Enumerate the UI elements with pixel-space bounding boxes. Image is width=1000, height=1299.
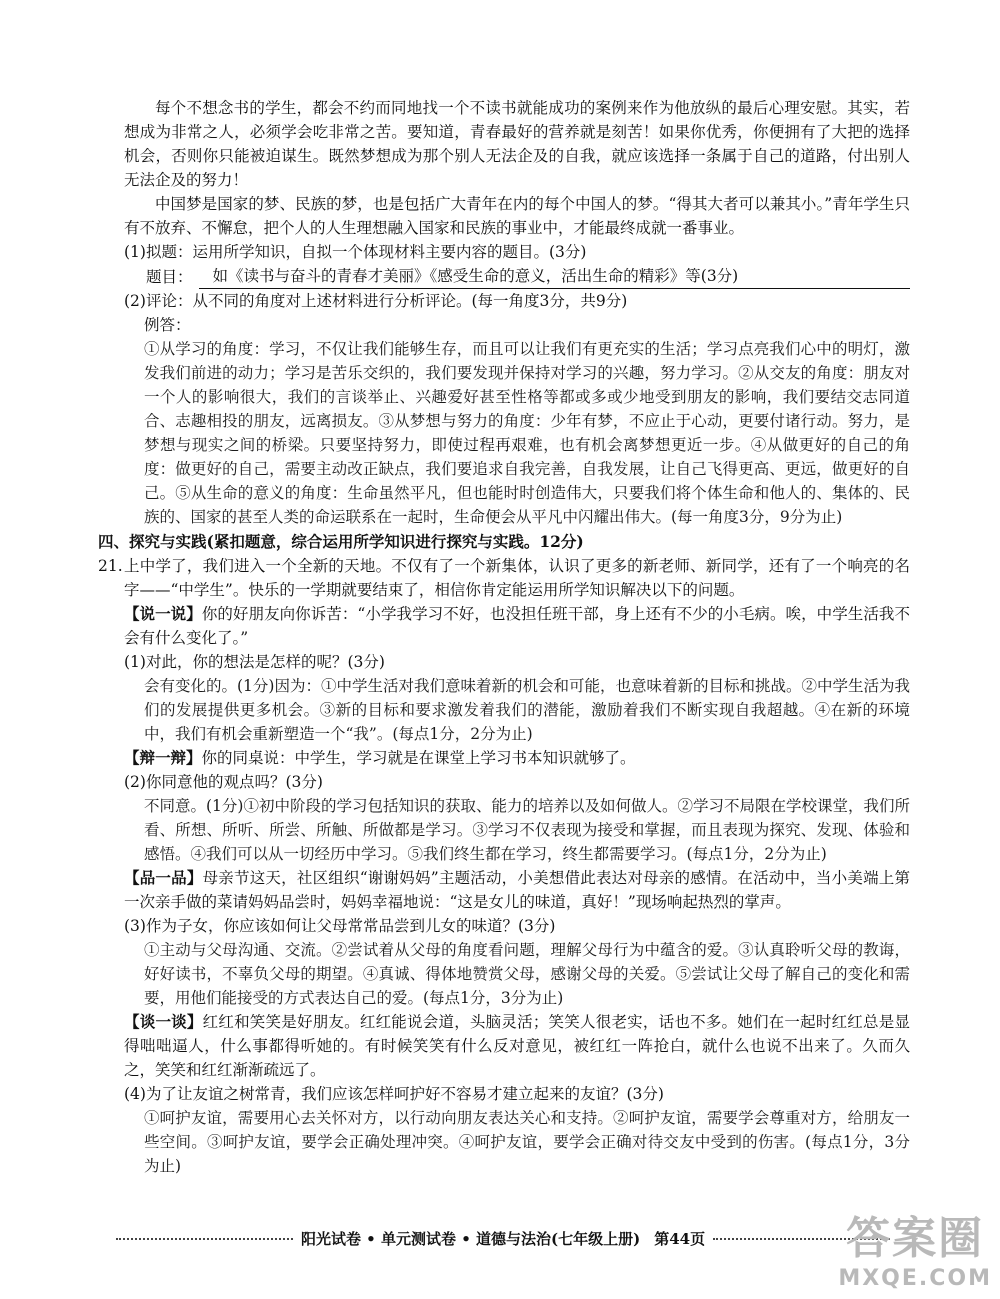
sub-question-2: (2)你同意他的观点吗？(3分) (124, 773, 323, 791)
example-label: 例答： (144, 316, 191, 334)
sub-answer-1: 会有变化的。(1分)因为：①中学生活对我们意味着新的机会和可能，也意味着新的目标和挑战。②中学生活为我们的发展提供更多机会。③新的目标和要求激发着我们的潜能，激励着我们不断实现自我超越。④在新的环境中，我们有机会重新塑造一个“我”。(每点1分，2分为止) (144, 677, 910, 743)
question-2-answer: ①从学习的角度：学习，不仅让我们能够生存，而且可以让我们有更充实的生活；学习点亮我们心中的明灯，激发我们前进的动力；学习是苦乐交织的，我们要发现并保持对学习的兴趣，努力学习。②从交友的角度：朋友对一个人的影响很大，我们的言谈举止、兴趣爱好甚至性格等都或多或少地受到朋友的影响，我们要结交志同道合、志趣相投的朋友，远离损友。③从梦想与努力的角度：少年有梦，不应止于心动，更要付诸行动。努力，是梦想与现实之间的桥梁。只要坚持努力，即使过程再艰难，也有机会离梦想更近一步。④从做更好的自己的角度：做更好的自己，需要主动改正缺点，我们要追求自我完善，自我发展，让自己飞得更高、更远，做更好的自己。⑤从生命的意义的角度：生命虽然平凡，但也能时时创造伟大，只要我们将个体生命和他人的、集体的、民族的、国家的甚至人类的命运联系在一起时，生命便会从平凡中闪耀出伟大。(每一角度3分，9分为止) (144, 340, 910, 526)
sub-question-3: (3)作为子女，你应该如何让父母常常品尝到儿女的味道？(3分) (124, 917, 556, 935)
material-paragraph-2: 中国梦是国家的梦、民族的梦，也是包括广大青年在内的每个中国人的梦。“得其大者可以兼其小。”青年学生只有不放弃、不懈怠，把个人的人生理想融入国家和民族的事业中，才能最终成就一番事业。 (124, 195, 910, 237)
sub-question-4: (4)为了让友谊之树常青，我们应该怎样呵护好不容易才建立起来的友谊？(3分) (124, 1085, 664, 1103)
sub-question-1: (1)对此，你的想法是怎样的呢？(3分) (124, 653, 385, 671)
taste-text: 母亲节这天，社区组织“谢谢妈妈”主题活动，小美想借此表达对母亲的感情。在活动中，当小美端上第一次亲手做的菜请妈妈品尝时，妈妈幸福地说：“这是女儿的味道，真好！”现场响起热烈的掌声。 (124, 869, 910, 911)
question-21-number: 21. (98, 557, 123, 575)
talk-tag: 【谈一谈】 (124, 1012, 203, 1031)
footer-dots-left (116, 1238, 293, 1240)
material-paragraph-1: 每个不想念书的学生，都会不约而同地找一个不读书就能成功的案例来作为他放纵的最后心理安慰。其实，若想成为非常之人，必须学会吃非常之苦。要知道，青春最好的营养就是刻苦！如果你优秀，你便拥有了大把的选择机会，否则你只能被迫谋生。既然梦想成为那个别人无法企及的自我，就应该选择一条属于自己的道路，付出别人无法企及的努力！ (124, 99, 910, 189)
say-tag: 【说一说】 (124, 604, 202, 623)
section-4-title: 四、探究与实践(紧扣题意，综合运用所学知识进行探究与实践。12分) (98, 532, 584, 551)
debate-section (124, 746, 910, 770)
question-1-answer-line (124, 264, 910, 289)
page-footer (108, 1228, 898, 1249)
watermark-text: 答案圈 (846, 1213, 985, 1264)
watermark-url: MXQE.COM (838, 1266, 992, 1291)
page-number: 第44页 (654, 1230, 706, 1248)
debate-tag: 【辩一辩】 (124, 748, 202, 767)
sub-answer-3: ①主动与父母沟通、交流。②尝试着从父母的角度看问题，理解父母行为中蕴含的爱。③认真聆听父母的教诲，好好读书，不辜负父母的期望。④真诚、得体地赞赏父母，感谢父母的关爱。⑤尝试让父母了解自己的变化和需要，用他们能接受的方式表达自己的爱。(每点1分，3分为止) (144, 941, 910, 1007)
taste-section (124, 866, 910, 914)
taste-tag: 【品一品】 (124, 868, 203, 887)
question-21-stem (98, 554, 910, 602)
talk-text: 红红和笑笑是好朋友。红红能说会道，头脑灵活；笑笑人很老实，话也不多。她们在一起时红红总是显得咄咄逼人，什么事都得听她的。有时候笑笑有什么反对意见，被红红一阵抢白，就什么也说不出来了。久而久之，笑笑和红红渐渐疏远了。 (124, 1013, 910, 1079)
talk-section (124, 1010, 910, 1082)
title-answer: 如《读书与奋斗的青春才美丽》《感受生命的意义，活出生命的精彩》等(3分) (199, 264, 910, 289)
debate-text: 你的同桌说：中学生，学习就是在课堂上学习书本知识就够了。 (201, 749, 636, 767)
question-2-prompt: (2)评论：从不同的角度对上述材料进行分析评论。(每一角度3分，共9分) (124, 292, 628, 310)
question-21-text: 上中学了，我们进入一个全新的天地。不仅有了一个新集体，认识了更多的新老师、新同学，还有了一个响亮的名字——“中学生”。快乐的一学期就要结束了，相信你肯定能运用所学知识解决以下的问题。 (124, 557, 910, 599)
title-label: 题目： (146, 268, 193, 286)
say-section (124, 602, 910, 650)
watermark-logo (838, 1202, 992, 1291)
sub-answer-4: ①呵护友谊，需要用心去关怀对方，以行动向朋友表达关心和支持。②呵护友谊，需要学会尊重对方，给朋友一些空间。③呵护友谊，要学会正确处理冲突。④呵护友谊，要学会正确对待交友中受到的伤害。(每点1分，3分为止) (144, 1109, 910, 1175)
say-text: 你的好朋友向你诉苦：“小学我学习不好，也没担任班干部，身上还有不少的小毛病。唉，中学生活我不会有什么变化了。” (124, 605, 910, 647)
footer-title: 阳光试卷 • 单元测试卷 • 道德与法治(七年级上册) (300, 1230, 641, 1248)
question-1-prompt: (1)拟题：运用所学知识，自拟一个体现材料主要内容的题目。(3分) (124, 243, 587, 261)
sub-answer-2: 不同意。(1分)①初中阶段的学习包括知识的获取、能力的培养以及如何做人。②学习不局限在学校课堂，我们所看、所想、所听、所尝、所触、所做都是学习。③学习不仅表现为接受和掌握，而且表现为探究、发现、体验和感悟。④我们可以从一切经历中学习。⑤我们终生都在学习，终生都需要学习。(每点1分，2分为止) (144, 797, 910, 863)
page-content (98, 96, 910, 1178)
